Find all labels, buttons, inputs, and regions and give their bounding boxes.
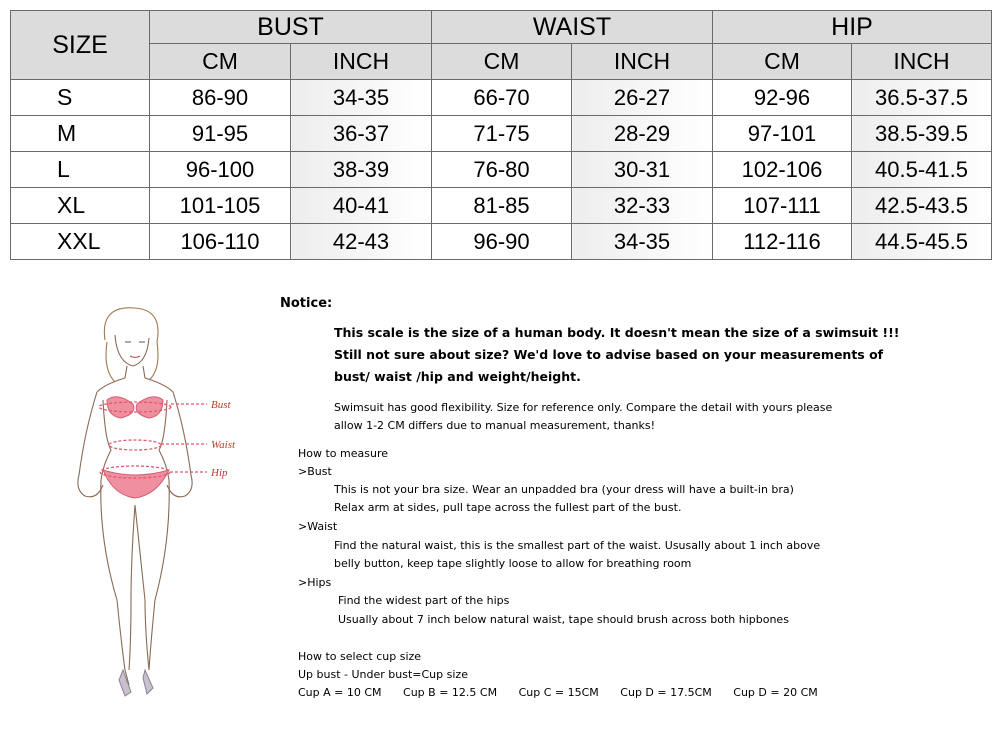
waist-cm-cell: 71-75 [432, 116, 572, 152]
size-label: M [11, 116, 150, 152]
bust-cm-cell: 91-95 [150, 116, 291, 152]
notice-bold-line: Still not sure about size? We'd love to advise based on your measurements of [334, 347, 884, 362]
cup-size-item: Cup C = 15CM [518, 686, 599, 699]
hips-instruction: Usually about 7 inch below natural waist, tape should brush across both hipbones [338, 613, 789, 626]
waist-cm-header: CM [432, 44, 572, 80]
cup-size-item: Cup B = 12.5 CM [403, 686, 498, 699]
waist-cm-cell: 96-90 [432, 224, 572, 260]
swimsuit-top-right [136, 397, 163, 418]
size-label: XL [11, 188, 150, 224]
flexibility-note: allow 1-2 CM differs due to manual measurement, thanks! [334, 419, 656, 432]
size-label: S [11, 80, 150, 116]
hip-cm-header: CM [713, 44, 852, 80]
hip-inch-cell: 44.5-45.5 [852, 224, 992, 260]
notice-title: Notice: [280, 296, 333, 311]
bust-cm-cell: 96-100 [150, 152, 291, 188]
cup-size-item: Cup A = 10 CM [298, 686, 382, 699]
waist-inch-cell: 34-35 [572, 224, 713, 260]
cup-size-list [298, 686, 836, 699]
bust-inch-cell: 36-37 [291, 116, 432, 152]
body-measurement-illustration [45, 300, 285, 710]
waist-cm-cell: 81-85 [432, 188, 572, 224]
cup-size-formula: Up bust - Under bust=Cup size [298, 668, 468, 681]
hip-inch-cell: 38.5-39.5 [852, 116, 992, 152]
bust-inch-cell: 42-43 [291, 224, 432, 260]
cup-size-item: Cup D = 17.5CM [620, 686, 712, 699]
hip-label: Hip [211, 467, 228, 479]
size-label: L [11, 152, 150, 188]
size-column-header: SIZE [11, 11, 150, 80]
table-row [11, 188, 992, 224]
waist-inch-cell: 32-33 [572, 188, 713, 224]
bust-instruction: This is not your bra size. Wear an unpadded bra (your dress will have a built-in bra) [334, 483, 794, 496]
table-unit-header-row [11, 44, 992, 80]
bust-group-header: BUST [150, 11, 432, 44]
size-label: XXL [11, 224, 150, 260]
waist-inch-header: INCH [572, 44, 713, 80]
bust-heading: >Bust [298, 465, 332, 478]
bust-cm-cell: 106-110 [150, 224, 291, 260]
waist-instruction: Find the natural waist, this is the smallest part of the waist. Ususally about 1 inch above [334, 539, 821, 552]
cup-size-title: How to select cup size [298, 650, 422, 663]
waist-inch-cell: 28-29 [572, 116, 713, 152]
shoe-right [143, 670, 153, 694]
hip-cm-cell: 102-106 [713, 152, 852, 188]
bust-inch-cell: 40-41 [291, 188, 432, 224]
table-row [11, 224, 992, 260]
waist-measure-line [109, 440, 161, 450]
table-row [11, 152, 992, 188]
hip-inch-header: INCH [852, 44, 992, 80]
bust-cm-header: CM [150, 44, 291, 80]
waist-cm-cell: 66-70 [432, 80, 572, 116]
bust-inch-cell: 38-39 [291, 152, 432, 188]
table-row [11, 80, 992, 116]
bust-cm-cell: 86-90 [150, 80, 291, 116]
bust-label: Bust [211, 399, 231, 411]
notice-bold-line: bust/ waist /hip and weight/height. [334, 369, 581, 384]
swimsuit-top-left [107, 397, 134, 418]
waist-cm-cell: 76-80 [432, 152, 572, 188]
waist-heading: >Waist [298, 520, 338, 533]
swimsuit-bottom [103, 470, 169, 498]
bust-instruction: Relax arm at sides, pull tape across the fullest part of the bust. [334, 501, 682, 514]
waist-inch-cell: 30-31 [572, 152, 713, 188]
hip-group-header: HIP [713, 11, 992, 44]
waist-group-header: WAIST [432, 11, 713, 44]
waist-instruction: belly button, keep tape slightly loose to allow for breathing room [334, 557, 692, 570]
bust-cm-cell: 101-105 [150, 188, 291, 224]
hip-inch-cell: 36.5-37.5 [852, 80, 992, 116]
bust-inch-cell: 34-35 [291, 80, 432, 116]
hip-cm-cell: 97-101 [713, 116, 852, 152]
hip-inch-cell: 40.5-41.5 [852, 152, 992, 188]
notice-bold-line: This scale is the size of a human body. It doesn't mean the size of a swimsuit !!! [334, 325, 900, 340]
how-to-measure-title: How to measure [298, 447, 389, 460]
cup-size-item: Cup D = 20 CM [733, 686, 818, 699]
shoe-left [119, 670, 131, 696]
hip-inch-cell: 42.5-43.5 [852, 188, 992, 224]
hip-cm-cell: 107-111 [713, 188, 852, 224]
table-row [11, 116, 992, 152]
hips-instruction: Find the widest part of the hips [338, 594, 510, 607]
hips-heading: >Hips [298, 576, 332, 589]
hip-cm-cell: 92-96 [713, 80, 852, 116]
table-group-header-row [11, 11, 992, 44]
size-chart-table [10, 10, 992, 260]
waist-inch-cell: 26-27 [572, 80, 713, 116]
waist-label: Waist [211, 439, 236, 451]
flexibility-note: Swimsuit has good flexibility. Size for reference only. Compare the detail with yours please [334, 401, 833, 414]
hip-cm-cell: 112-116 [713, 224, 852, 260]
bust-inch-header: INCH [291, 44, 432, 80]
